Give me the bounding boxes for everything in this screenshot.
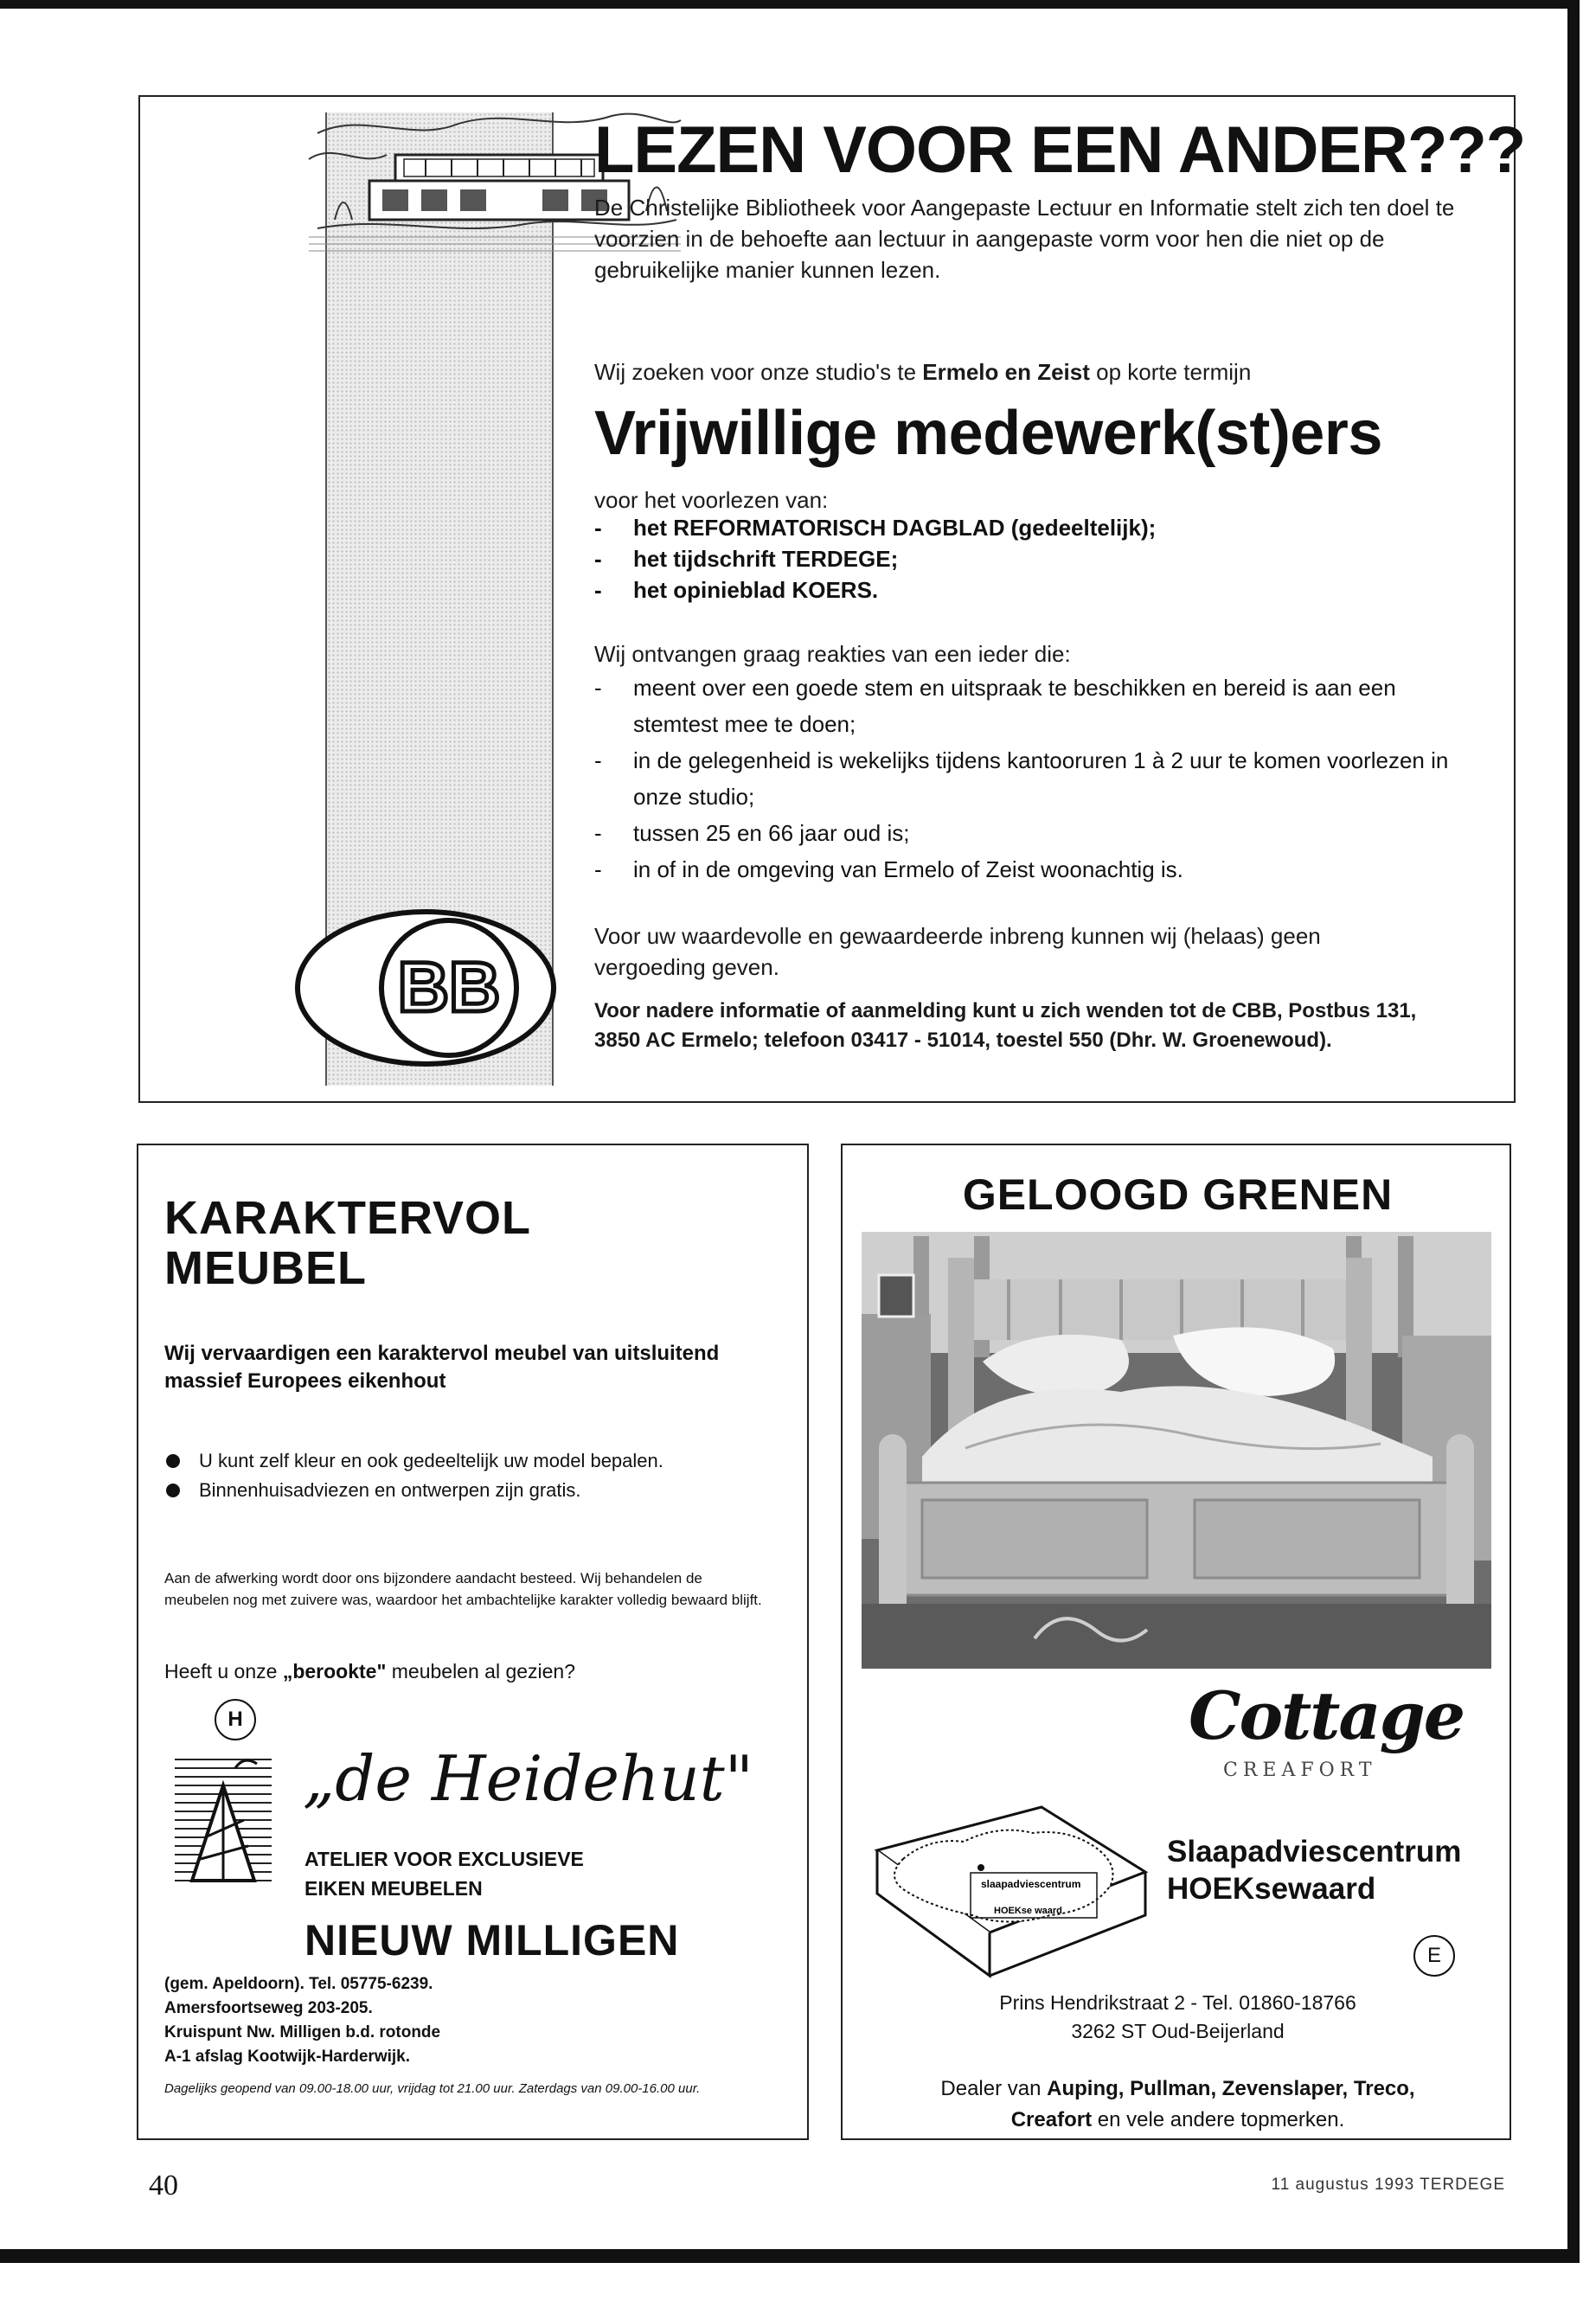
cottage-brand-sub: CREAFORT <box>1223 1759 1377 1781</box>
list-item: - in of in de omgeving van Ermelo of Zeist woonachtig is. <box>594 851 1485 888</box>
address-line: A-1 afslag Kootwijk-Harderwijk. <box>164 2048 411 2066</box>
cbb-reading-list <box>594 512 1477 606</box>
cbb-headline: Vrijwillige medewerk(st)ers <box>594 399 1382 468</box>
address-line: Amersfoortseweg 203-205. <box>164 1999 373 2017</box>
dealer-suffix: en vele andere topmerken. <box>1092 2108 1345 2131</box>
heidehut-question-prefix: Heeft u onze <box>164 1660 283 1682</box>
map-label-region: HOEKse waard <box>994 1906 1062 1916</box>
heidehut-title-line2: MEUBEL <box>164 1242 367 1294</box>
cbb-search-suffix: op korte termijn <box>1089 359 1252 385</box>
address-line: Kruispunt Nw. Milligen b.d. rotonde <box>164 2023 441 2041</box>
address-line: (gem. Apeldoorn). Tel. 05775-6239. <box>164 1975 433 1993</box>
page-number: 40 <box>149 2170 178 2202</box>
store-location-map <box>869 1790 1154 1989</box>
list-item: U kunt zelf kleur en ook gedeeltelijk uw model bepalen. <box>164 1448 770 1474</box>
issue-date: 11 augustus 1993 TERDEGE <box>1271 2176 1505 2194</box>
heidehut-town: NIEUW MILLIGEN <box>304 1916 680 1965</box>
cottage-center-line2: HOEKsewaard <box>1167 1872 1376 1906</box>
dealer-prefix: Dealer van <box>940 2077 1048 2100</box>
list-item: - in de gelegenheid is wekelijks tijdens kantooruren 1 à 2 uur te komen voorlezen in onze studio; <box>594 742 1485 815</box>
heidehut-brand: „de Heidehut" <box>303 1742 753 1815</box>
cbb-contact: Voor nadere informatie of aanmelding kunt u zich wenden tot de CBB, Postbus 131, 3850 AC Ermelo; telefoon 03417 - 51014, toestel 550 (Dhr. W. Groenewoud). <box>594 999 1417 1052</box>
heidehut-title <box>164 1193 683 1293</box>
cbb-search-prefix: Wij zoeken voor onze studio's te <box>594 359 923 385</box>
heidehut-lead: Wij vervaardigen een karaktervol meubel van uitsluitend massief Europees eikenhout <box>164 1342 720 1393</box>
heidehut-badge: H <box>215 1699 256 1740</box>
cottage-title: GELOOGD GRENEN <box>962 1170 1394 1219</box>
list-item: Binnenhuisadviezen en ontwerpen zijn gratis. <box>164 1477 770 1503</box>
heidehut-bullets <box>164 1448 770 1507</box>
cbb-reactions-intro: Wij ontvangen graag reakties van een ieder die: <box>594 641 1071 667</box>
heidehut-question <box>164 1660 575 1683</box>
cbb-search-line <box>594 356 1251 388</box>
heidehut-atelier <box>304 1844 584 1903</box>
heidehut-address <box>164 1972 440 2069</box>
heidehut-small-print: Aan de afwerking wordt door ons bijzondere aandacht besteed. Wij behandelen de meubelen nog met zuivere was, waardoor het ambachtelijke karakter volledig bewaard blijft. <box>164 1570 762 1608</box>
cbb-advertisement <box>138 95 1526 1103</box>
cottage-brand: Cottage <box>1189 1677 1465 1754</box>
list-item: - het REFORMATORISCH DAGBLAD (gedeeltelijk); <box>594 512 1477 543</box>
address-line: 3262 ST Oud-Beijerland <box>1071 2020 1285 2042</box>
heidehut-advertisement <box>137 1144 809 2140</box>
dealer-brands: Auping, Pullman, Zevenslaper, Treco, <box>1047 2077 1415 2100</box>
cbb-reading-intro: voor het voorlezen van: <box>594 487 829 513</box>
cbb-compensation: Voor uw waardevolle en gewaardeerde inbreng kunnen wij (helaas) geen vergoeding geven. <box>594 923 1321 980</box>
cbb-intro: De Christelijke Bibliotheek voor Aangepaste Lectuur en Informatie stelt zich ten doel te voorzien in de behoefte aan lectuur in aangepaste vorm voor hen die niet op de gebruikelijke manier kunnen lezen. <box>594 195 1455 283</box>
heidehut-atelier-line1: ATELIER VOOR EXCLUSIEVE <box>304 1848 584 1870</box>
cottage-badge: E <box>1413 1935 1455 1977</box>
heidehut-question-bold: „berookte" <box>282 1660 387 1682</box>
list-item: - het opinieblad KOERS. <box>594 574 1477 606</box>
cbb-logo-text: BB <box>397 948 501 1027</box>
cottage-center-name <box>1167 1833 1461 1907</box>
heidehut-logo-icon <box>175 1751 272 1898</box>
cottage-dealer-line <box>843 2073 1513 2136</box>
list-item: - tussen 25 en 66 jaar oud is; <box>594 815 1485 851</box>
map-label-center: slaapadviescentrum <box>981 1878 1081 1890</box>
cbb-search-places: Ermelo en Zeist <box>922 359 1090 385</box>
cottage-address <box>843 1989 1513 2046</box>
heidehut-title-line1: KARAKTERVOL <box>164 1192 532 1244</box>
dealer-brand-last: Creafort <box>1010 2108 1093 2131</box>
cbb-logo <box>292 906 560 1070</box>
list-item: - meent over een goede stem en uitspraak te beschikken en bereid is aan een stemtest mee te doen; <box>594 670 1485 742</box>
bed-photo <box>862 1232 1491 1669</box>
cottage-advertisement <box>841 1144 1511 2140</box>
cbb-reactions-list <box>594 670 1485 888</box>
heidehut-question-suffix: meubelen al gezien? <box>386 1660 576 1682</box>
address-line: Prins Hendrikstraat 2 - Tel. 01860-18766 <box>999 1991 1356 2014</box>
list-item: - het tijdschrift TERDEGE; <box>594 543 1477 574</box>
cbb-title: LEZEN VOOR EEN ANDER??? <box>594 113 1526 187</box>
heidehut-hours: Dagelijks geopend van 09.00-18.00 uur, vrijdag tot 21.00 uur. Zaterdags van 09.00-16.00 uur. <box>164 2081 701 2096</box>
heidehut-atelier-line2: EIKEN MEUBELEN <box>304 1877 483 1900</box>
cottage-center-line1: Slaapadviescentrum <box>1167 1835 1462 1868</box>
